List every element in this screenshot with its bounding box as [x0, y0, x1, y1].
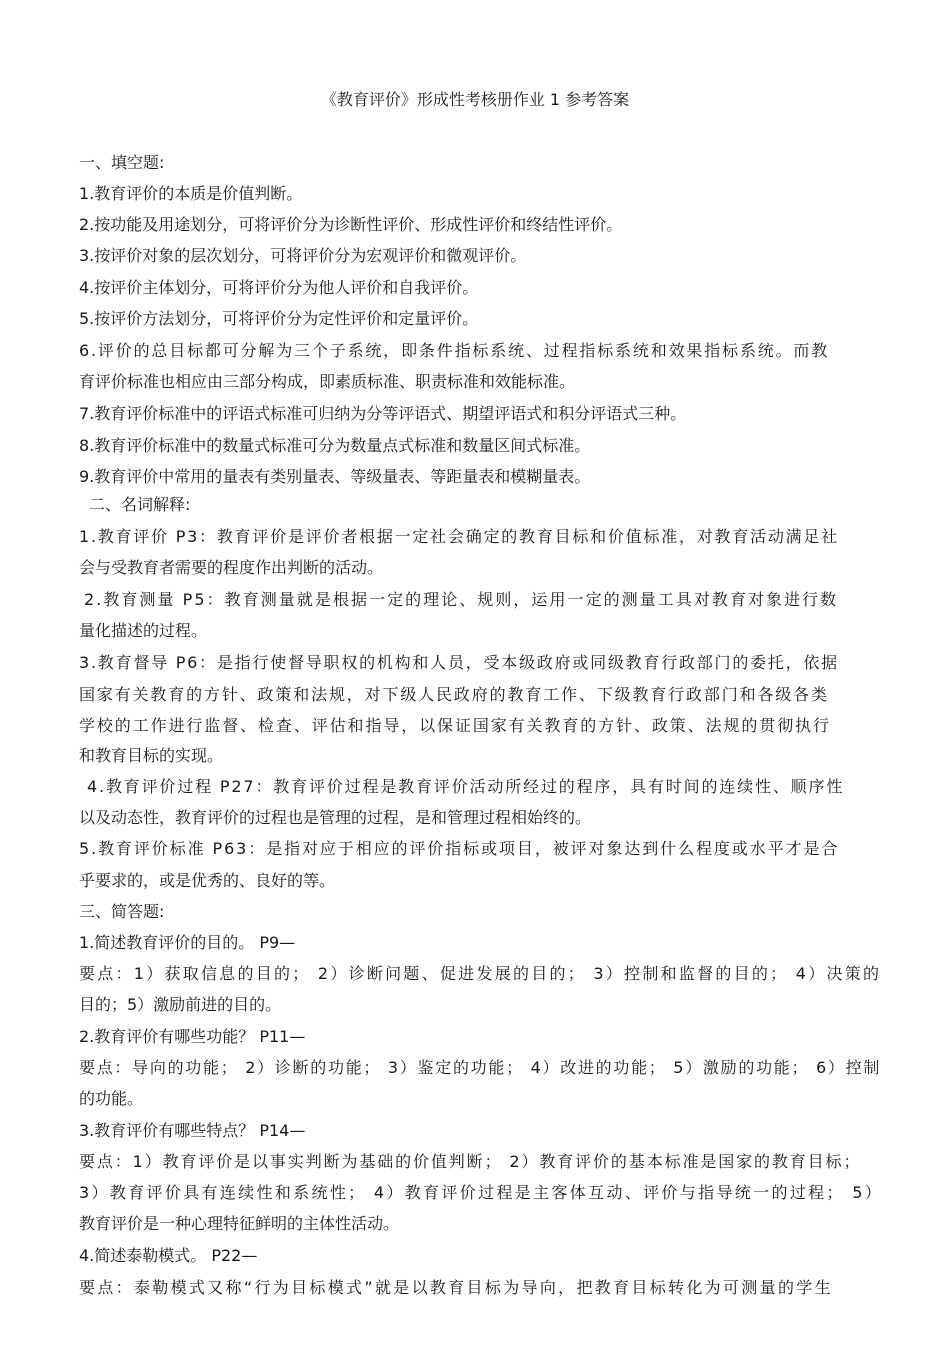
text-line: 要点：1）获取信息的目的； 2）诊断问题、促进发展的目的； 3）控制和监督的目的； 4）决策的	[79, 964, 882, 983]
text-line: 2.教育评价有哪些功能？ P11—	[79, 1027, 306, 1046]
text-line: 2.教育测量 P5：教育测量就是根据一定的理论、规则，运用一定的测量工具对教育对象进行数	[84, 590, 839, 609]
text-line: 2.按功能及用途划分，可将评价分为诊断性评价、形成性评价和终结性评价。	[79, 215, 623, 234]
text-line: 量化描述的过程。	[79, 621, 208, 640]
text-line: 3）教育评价具有连续性和系统性； 4）教育评价过程是主客体互动、评价与指导统一的过程； 5）	[79, 1183, 884, 1202]
text-line: 1.简述教育评价的目的。 P9—	[79, 933, 296, 952]
text-line: 要点：导向的功能； 2）诊断的功能； 3）鉴定的功能； 4）改进的功能； 5）激励的功能； 6）控制	[79, 1058, 882, 1077]
text-line: 目的；5）激励前进的目的。	[79, 995, 282, 1014]
text-line: 5.教育评价标准 P63：是指对应于相应的评价指标或项目，被评对象达到什么程度或水平才是合	[79, 839, 840, 858]
text-line: 1.教育评价 P3：教育评价是评价者根据一定社会确定的教育目标和价值标准，对教育活动满足社	[79, 527, 839, 546]
text-line: 7.教育评价标准中的评语式标准可归纳为分等评语式、期望评语式和积分评语式三种。	[79, 404, 687, 423]
text-line: 国家有关教育的方针、政策和法规，对下级人民政府的教育工作、下级教育行政部门和各级各类	[79, 685, 829, 704]
text-line: 一、填空题:	[79, 153, 165, 172]
text-line: 以及动态性，教育评价的过程也是管理的过程，是和管理过程相始终的。	[79, 808, 592, 827]
text-line: 乎要求的，或是优秀的、良好的等。	[79, 871, 336, 890]
text-line: 和教育目标的实现。	[79, 746, 224, 765]
text-line: 要点：1）教育评价是以事实判断为基础的价值判断； 2）教育评价的基本标准是国家的教育目标；	[79, 1152, 862, 1171]
text-line: 会与受教育者需要的程度作出判断的活动。	[79, 558, 384, 577]
text-line: 三、简答题:	[79, 902, 165, 921]
text-line: 3.按评价对象的层次划分，可将评价分为宏观评价和微观评价。	[79, 246, 527, 265]
text-line: 1.教育评价的本质是价值判断。	[79, 184, 303, 203]
text-line: 学校的工作进行监督、检查、评估和指导，以保证国家有关教育的方针、政策、法规的贯彻执行	[79, 716, 831, 735]
text-line: 3.教育评价有哪些特点？ P14—	[79, 1121, 306, 1140]
text-line: 8.教育评价标准中的数量式标准可分为数量点式标准和数量区间式标准。	[79, 436, 591, 455]
text-line: 4.按评价主体划分，可将评价分为他人评价和自我评价。	[79, 278, 479, 297]
text-line: 3.教育督导 P6：是指行使督导职权的机构和人员，受本级政府或同级教育行政部门的委托，依据	[79, 653, 839, 672]
text-line: 的功能。	[79, 1089, 144, 1108]
document-title: 《教育评价》形成性考核册作业 1 参考答案	[320, 90, 630, 109]
text-line: 4.教育评价过程 P27：教育评价过程是教育评价活动所经过的程序，具有时间的连续性、顺序性	[87, 777, 845, 796]
text-line: 要点：泰勒模式又称“行为目标模式”就是以教育目标为导向，把教育目标转化为可测量的学生	[79, 1278, 833, 1297]
text-line: 9.教育评价中常用的量表有类别量表、等级量表、等距量表和模糊量表。	[79, 467, 591, 486]
text-line: 5.按评价方法划分，可将评价分为定性评价和定量评价。	[79, 309, 479, 328]
text-line: 教育评价是一种心理特征鲜明的主体性活动。	[79, 1214, 400, 1233]
text-line: 6.评价的总目标都可分解为三个子系统，即条件指标系统、过程指标系统和效果指标系统。而教	[79, 341, 830, 360]
text-line: 育评价标准也相应由三部分构成，即素质标准、职责标准和效能标准。	[79, 372, 576, 391]
text-line: 二、名词解释:	[89, 495, 191, 514]
text-line: 4.简述泰勒模式。 P22—	[79, 1246, 258, 1265]
